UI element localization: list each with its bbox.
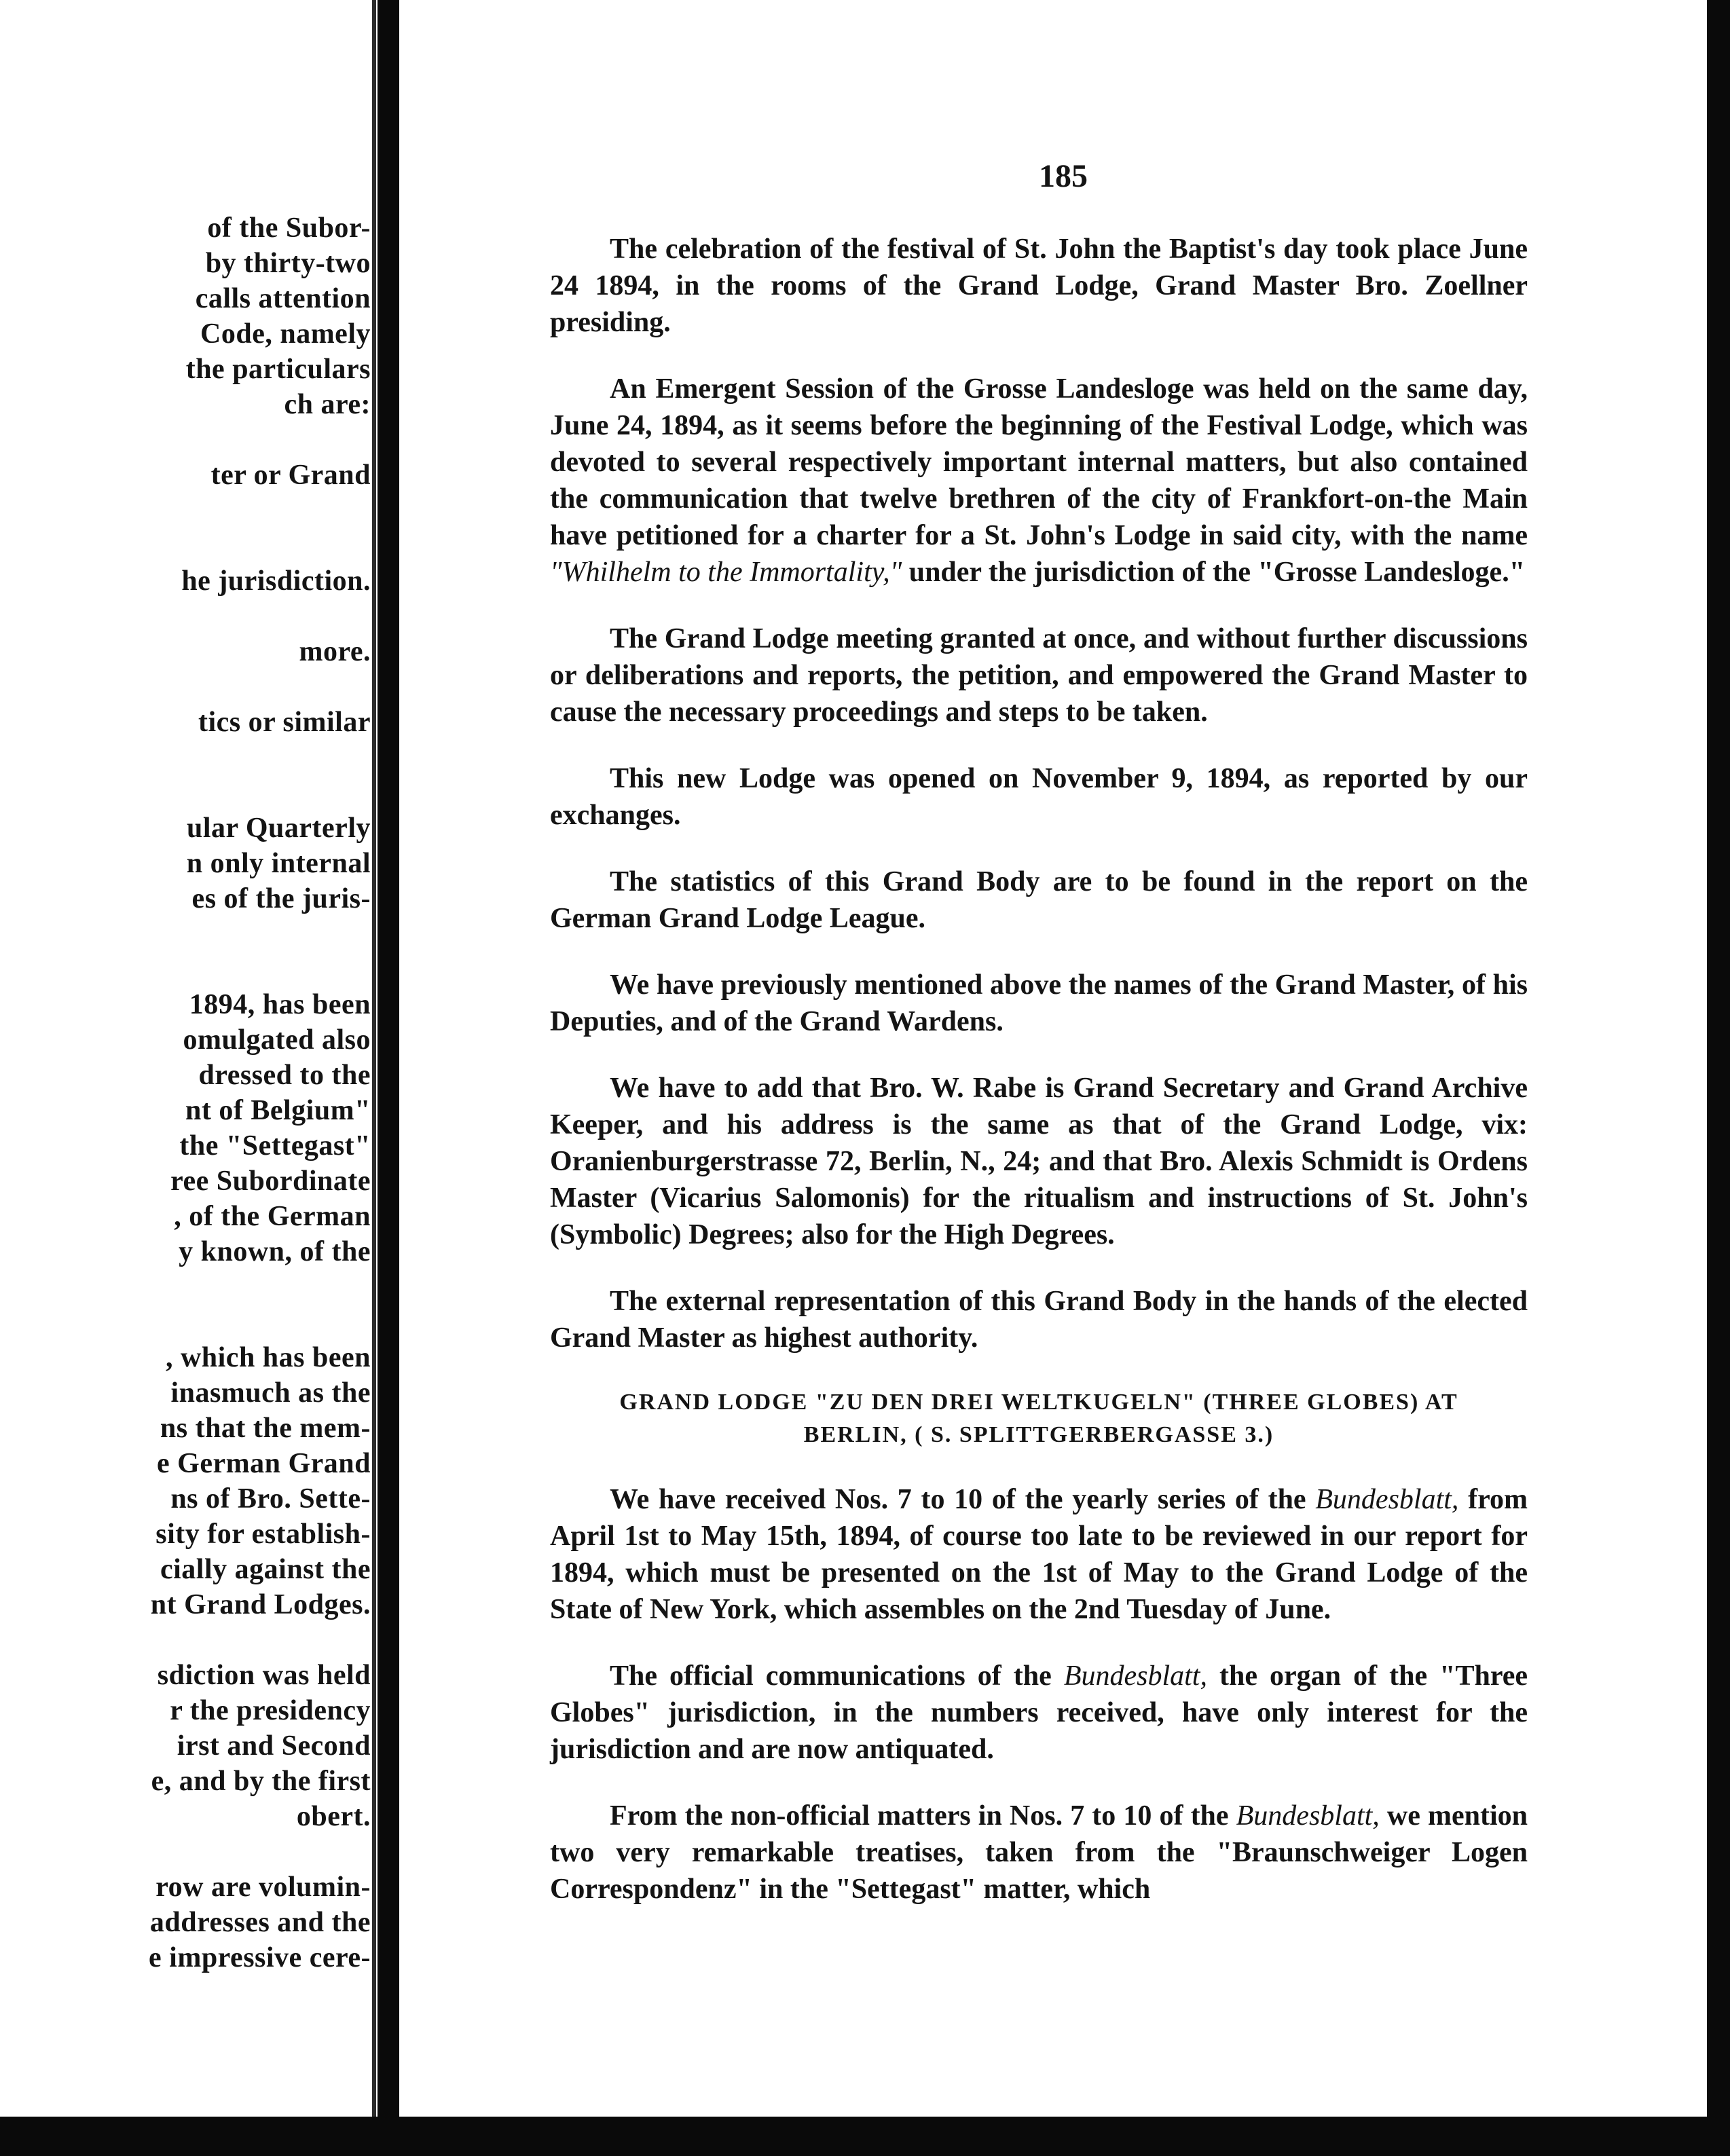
section-heading-three-globes: GRAND LODGE "ZU DEN DREI WELTKUGELN" (THREE GLOBES) AT BERLIN, ( S. SPLITTGERBERGASSE 3.) bbox=[619, 1390, 1458, 1447]
paragraph-emergent-session: An Emergent Session of the Grosse Landesloge was held on the same day, June 24, 1894, as it seems before the beginning of the Festival Lodge, which was devoted to several respectively important internal matters, but also contained the communication that twelve brethren of the city of Frankfort-on-the Main have petitioned for a charter for a St. John's Lodge in said city, with the name "Whilhelm to the Immortality," under the jurisdiction of the "Grosse Landesloge." bbox=[550, 373, 1528, 588]
left-page bbox=[0, 0, 372, 2117]
left-page-line bbox=[4, 669, 371, 705]
left-page-line: , which has been bbox=[165, 1342, 371, 1373]
lodge-name-italic: "Whilhelm to the Immortality," bbox=[550, 557, 902, 588]
paragraph-grand-secretary: We have to add that Bro. W. Rabe is Grand Secretary and Grand Archive Keeper, and his address is the same as that of the Grand Lodge, vix: Oranienburgerstrasse 72, Berlin, N., 24; and that Bro. Alexis Schmidt is Ordens Master (Vicarius Salomonis) for the ritualism and instructions of St. John's (Symbolic) Degrees; also for the High Degrees. bbox=[550, 1073, 1528, 1250]
left-page-line: inasmuch as the bbox=[170, 1377, 371, 1409]
left-page-line: nt of Belgium" bbox=[185, 1095, 371, 1126]
left-page-line: y known, of the bbox=[179, 1236, 371, 1267]
paragraph-official-communications: The official communications of the Bundesblatt, the organ of the "Three Globes" jurisdiction, in the numbers received, have only interest for the jurisdiction and are now antiquated. bbox=[550, 1660, 1528, 1765]
right-dark-edge bbox=[1707, 0, 1730, 2156]
left-page-line bbox=[4, 916, 371, 952]
right-page-text bbox=[550, 231, 1528, 1937]
left-page-line bbox=[4, 528, 371, 563]
left-page-line: ns of Bro. Sette- bbox=[170, 1483, 371, 1514]
left-page-line: he jurisdiction. bbox=[181, 565, 371, 597]
left-page-line: e impressive cere- bbox=[149, 1942, 371, 1973]
left-page-line: by thirty-two bbox=[205, 248, 371, 279]
left-page-line: of the Subor- bbox=[207, 212, 371, 244]
left-page-line: ular Quarterly bbox=[186, 813, 371, 844]
left-page-line: the particulars bbox=[185, 354, 371, 385]
page-number: 185 bbox=[1039, 158, 1088, 194]
left-page-line: e, and by the first bbox=[151, 1766, 371, 1797]
paragraph-external-representation: The external representation of this Grand Body in the hands of the elected Grand Master as highest authority. bbox=[550, 1286, 1528, 1354]
left-page-line: ter or Grand bbox=[210, 460, 371, 491]
left-page-line: 1894, has been bbox=[189, 989, 371, 1020]
left-page-line: ns that the mem- bbox=[160, 1413, 371, 1444]
left-page-line: n only internal bbox=[186, 848, 371, 879]
left-page-text bbox=[4, 210, 371, 1975]
left-page-line: obert. bbox=[296, 1801, 371, 1832]
left-page-line: , of the German bbox=[174, 1201, 371, 1232]
left-page-line: irst and Second bbox=[177, 1730, 371, 1762]
book-gutter bbox=[378, 0, 399, 2156]
left-page-line bbox=[4, 493, 371, 528]
left-page-line: sdiction was held bbox=[157, 1660, 371, 1691]
scan-bottom-edge bbox=[0, 2117, 1730, 2156]
left-page-line bbox=[4, 422, 371, 458]
left-page-line: nt Grand Lodges. bbox=[150, 1589, 371, 1620]
left-page-line: Code, namely bbox=[200, 318, 371, 350]
left-page-line bbox=[4, 775, 371, 811]
left-page-line bbox=[4, 952, 371, 987]
left-page-line: tics or similar bbox=[198, 707, 371, 738]
left-page-line bbox=[4, 1305, 371, 1340]
left-page-line: sity for establish- bbox=[155, 1519, 371, 1550]
paragraph-statistics: The statistics of this Grand Body are to be found in the report on the German Grand Lodge League. bbox=[550, 866, 1528, 934]
book-gutter-edge bbox=[372, 0, 376, 2156]
left-page-line: cially against the bbox=[160, 1554, 371, 1585]
left-page-line: row are volumin- bbox=[155, 1872, 371, 1903]
left-page-line: es of the juris- bbox=[191, 883, 371, 914]
paragraph-non-official-matters: From the non-official matters in Nos. 7 to 10 of the Bundesblatt, we mention two very remarkable treatises, taken from the "Braunschweiger Logen Correspondenz" in the "Settegast" matter, which bbox=[550, 1800, 1528, 1905]
paragraph-st-john-celebration: The celebration of the festival of St. John the Baptist's day took place June 24 1894, in the rooms of the Grand Lodge, Grand Master Bro. Zoellner presiding. bbox=[550, 234, 1528, 338]
left-page-line: the "Settegast" bbox=[179, 1130, 371, 1161]
left-page-line: calls attention bbox=[195, 283, 371, 314]
left-page-line: r the presidency bbox=[170, 1695, 371, 1726]
paragraph-bundesblatt-received: We have received Nos. 7 to 10 of the yearly series of the Bundesblatt, from April 1st to May 15th, 1894, of course too late to be reviewed in our report for 1894, which must be presented on the 1st of May to the Grand Lodge of the State of New York, which assembles on the 2nd Tuesday of June. bbox=[550, 1484, 1528, 1625]
left-page-line bbox=[4, 1269, 371, 1305]
left-page-line bbox=[4, 1622, 371, 1658]
paragraph-petition-granted: The Grand Lodge meeting granted at once, and without further discussions or deliberations and reports, the petition, and empowered the Grand Master to cause the necessary proceedings and steps to be taken. bbox=[550, 623, 1528, 728]
left-page-line bbox=[4, 1834, 371, 1870]
left-page-line: addresses and the bbox=[149, 1907, 371, 1938]
left-page-line: ch are: bbox=[284, 389, 371, 420]
left-page-line: omulgated also bbox=[183, 1024, 371, 1056]
paragraph-officers-mentioned: We have previously mentioned above the names of the Grand Master, of his Deputies, and of the Grand Wardens. bbox=[550, 969, 1528, 1037]
left-page-line: dressed to the bbox=[198, 1060, 371, 1091]
paragraph-new-lodge-opened: This new Lodge was opened on November 9, 1894, as reported by our exchanges. bbox=[550, 763, 1528, 831]
left-page-line: e German Grand bbox=[157, 1448, 371, 1479]
left-page-line bbox=[4, 740, 371, 775]
left-page-line bbox=[4, 599, 371, 634]
left-page-line: ree Subordinate bbox=[170, 1166, 371, 1197]
left-page-line: more. bbox=[299, 636, 371, 667]
